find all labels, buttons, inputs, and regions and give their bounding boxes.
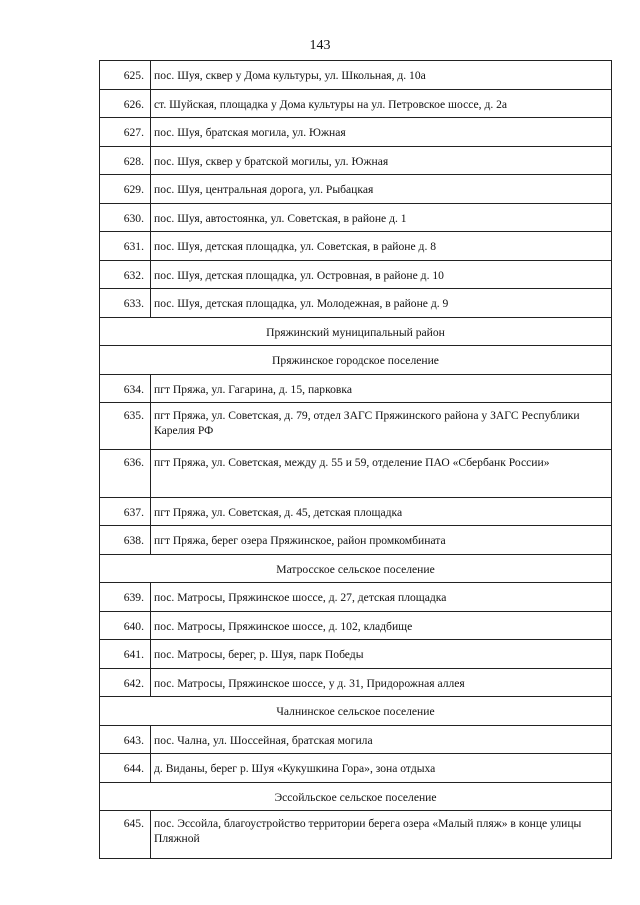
row-address: пос. Шуя, детская площадка, ул. Островная, в районе д. 10 (151, 260, 612, 289)
table-row (100, 583, 612, 612)
section-row (100, 782, 612, 811)
row-number: 630. (100, 203, 151, 232)
row-number: 645. (100, 811, 151, 859)
section-row (100, 697, 612, 726)
locations-table-body (100, 61, 612, 859)
row-number: 629. (100, 175, 151, 204)
row-address: пос. Шуя, сквер у братской могилы, ул. Южная (151, 146, 612, 175)
locations-table (99, 60, 612, 859)
row-number: 644. (100, 754, 151, 783)
row-address: пгт Пряжа, ул. Советская, между д. 55 и 59, отделение ПАО «Сбербанк России» (151, 449, 612, 497)
table-row (100, 374, 612, 403)
section-row (100, 554, 612, 583)
section-heading: Пряжинский муниципальный район (100, 317, 612, 346)
table-row (100, 118, 612, 147)
row-number: 625. (100, 61, 151, 90)
row-address: пос. Шуя, детская площадка, ул. Советская, в районе д. 8 (151, 232, 612, 261)
table-row (100, 403, 612, 450)
row-address: пос. Матросы, Пряжинское шоссе, д. 27, детская площадка (151, 583, 612, 612)
table-row (100, 175, 612, 204)
row-address: пос. Шуя, детская площадка, ул. Молодежная, в районе д. 9 (151, 289, 612, 318)
row-address: пос. Эссойла, благоустройство территории берега озера «Малый пляж» в конце улицы Пляжной (151, 811, 612, 859)
row-number: 633. (100, 289, 151, 318)
row-address: ст. Шуйская, площадка у Дома культуры на ул. Петровское шоссе, д. 2а (151, 89, 612, 118)
row-address: д. Виданы, берег р. Шуя «Кукушкина Гора», зона отдыха (151, 754, 612, 783)
table-row (100, 289, 612, 318)
table-row (100, 725, 612, 754)
row-number: 632. (100, 260, 151, 289)
row-number: 634. (100, 374, 151, 403)
table-row (100, 754, 612, 783)
table-row (100, 668, 612, 697)
section-heading: Пряжинское городское поселение (100, 346, 612, 375)
row-address: пос. Матросы, Пряжинское шоссе, д. 102, кладбище (151, 611, 612, 640)
table-row (100, 260, 612, 289)
row-address: пос. Матросы, берег, р. Шуя, парк Победы (151, 640, 612, 669)
page-number: 143 (309, 38, 331, 53)
row-number: 626. (100, 89, 151, 118)
row-address: пгт Пряжа, ул. Гагарина, д. 15, парковка (151, 374, 612, 403)
row-number: 639. (100, 583, 151, 612)
table-row (100, 811, 612, 859)
table-row (100, 497, 612, 526)
row-address: пос. Шуя, братская могила, ул. Южная (151, 118, 612, 147)
table-row (100, 526, 612, 555)
row-number: 643. (100, 725, 151, 754)
row-address: пос. Шуя, сквер у Дома культуры, ул. Школьная, д. 10а (151, 61, 612, 90)
row-address: пос. Шуя, автостоянка, ул. Советская, в районе д. 1 (151, 203, 612, 232)
table-row (100, 611, 612, 640)
table-row (100, 640, 612, 669)
row-address: пгт Пряжа, берег озера Пряжинское, район промкомбината (151, 526, 612, 555)
table-row (100, 203, 612, 232)
row-number: 637. (100, 497, 151, 526)
table-row (100, 89, 612, 118)
section-row (100, 317, 612, 346)
row-address: пгт Пряжа, ул. Советская, д. 45, детская площадка (151, 497, 612, 526)
table-row (100, 449, 612, 497)
row-number: 640. (100, 611, 151, 640)
row-address: пос. Матросы, Пряжинское шоссе, у д. 31, Придорожная аллея (151, 668, 612, 697)
row-number: 638. (100, 526, 151, 555)
section-row (100, 346, 612, 375)
table-row (100, 232, 612, 261)
row-address: пгт Пряжа, ул. Советская, д. 79, отдел ЗАГС Пряжинского района у ЗАГС Республики Карелия РФ (151, 403, 612, 450)
row-number: 635. (100, 403, 151, 450)
row-address: пос. Шуя, центральная дорога, ул. Рыбацкая (151, 175, 612, 204)
row-number: 636. (100, 449, 151, 497)
row-number: 642. (100, 668, 151, 697)
row-address: пос. Чална, ул. Шоссейная, братская могила (151, 725, 612, 754)
row-number: 627. (100, 118, 151, 147)
table-row (100, 146, 612, 175)
table-row (100, 61, 612, 90)
row-number: 628. (100, 146, 151, 175)
section-heading: Эссойльское сельское поселение (100, 782, 612, 811)
section-heading: Матросское сельское поселение (100, 554, 612, 583)
row-number: 641. (100, 640, 151, 669)
section-heading: Чалнинское сельское поселение (100, 697, 612, 726)
row-number: 631. (100, 232, 151, 261)
